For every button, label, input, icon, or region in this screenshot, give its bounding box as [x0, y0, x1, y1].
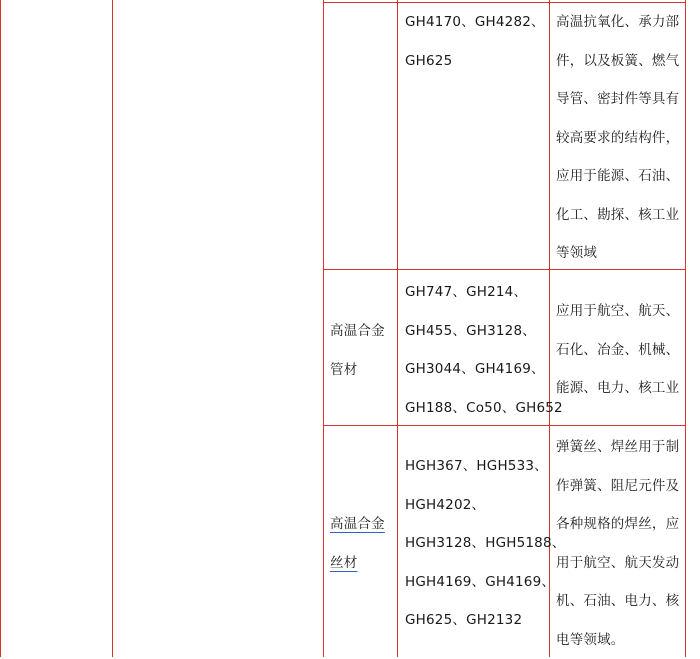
table-border-right	[685, 0, 686, 657]
table-border-col3	[397, 0, 398, 657]
grades-line: GH747、GH214、	[405, 273, 563, 312]
category-cell-row2	[330, 312, 385, 389]
application-line: 用于航空、航天发动	[556, 544, 679, 583]
application-cell-row3	[556, 428, 679, 659]
application-line: 机、石油、电力、核	[556, 582, 679, 621]
category-line: 高温合金	[330, 312, 385, 351]
application-line: 石化、冶金、机械、	[556, 331, 679, 370]
application-line: 电等领域。	[556, 621, 679, 659]
grades-line: HGH367、HGH533、	[405, 447, 565, 486]
grades-line: GH4170、GH4282、	[405, 3, 545, 42]
application-line: 较高要求的结构件，	[556, 119, 679, 158]
grades-line: HGH3128、HGH5188、	[405, 524, 565, 563]
application-line: 应用于能源、石油、	[556, 157, 679, 196]
grades-line: GH625	[405, 42, 545, 81]
application-line: 导管、密封件等具有	[556, 80, 679, 119]
table-border-col1	[112, 0, 113, 657]
grades-line: GH188、Co50、GH652	[405, 389, 563, 428]
category-link-line[interactable]: 高温合金	[330, 505, 385, 544]
application-cell-row1	[556, 3, 679, 273]
category-cell-row3	[330, 505, 385, 582]
category-link-line[interactable]: 丝材	[330, 544, 385, 583]
application-line: 等领域	[556, 234, 679, 273]
grades-cell-row3	[405, 447, 565, 640]
grades-line: GH625、GH2132	[405, 601, 565, 640]
grades-line: GH455、GH3128、	[405, 312, 563, 351]
table-border-col2	[323, 0, 324, 657]
application-line: 作弹簧、阻尼元件及	[556, 467, 679, 506]
application-line: 化工、勘探、核工业	[556, 196, 679, 235]
application-line: 件，以及板簧、燃气	[556, 42, 679, 81]
application-cell-row2	[556, 292, 679, 408]
application-line: 能源、电力、核工业	[556, 369, 679, 408]
application-line: 高温抗氧化、承力部	[556, 3, 679, 42]
application-line: 应用于航空、航天、	[556, 292, 679, 331]
grades-cell-row1	[405, 3, 545, 80]
category-line: 管材	[330, 351, 385, 390]
grades-line: HGH4202、	[405, 486, 565, 525]
grades-line: GH3044、GH4169、	[405, 350, 563, 389]
grades-line: HGH4169、GH4169、	[405, 563, 565, 602]
application-line: 弹簧丝、焊丝用于制	[556, 428, 679, 467]
table-border-left	[0, 0, 1, 657]
grades-cell-row2	[405, 273, 563, 427]
application-line: 各种规格的焊丝，应	[556, 505, 679, 544]
